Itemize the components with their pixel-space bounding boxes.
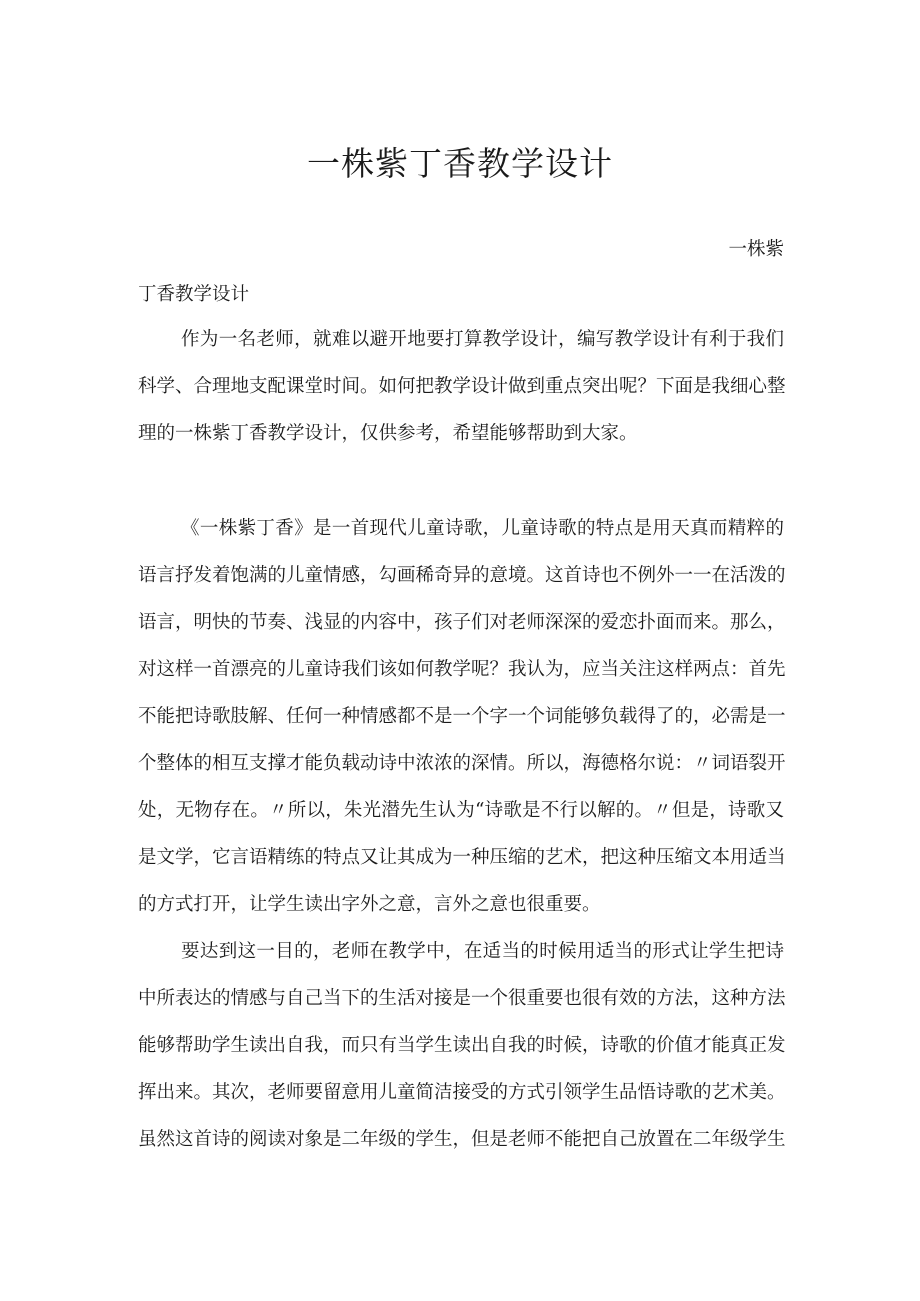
text-line: 是文学，它言语精练的特点又让其成为一种压缩的艺术，把这种压缩文本用适当 <box>138 847 786 868</box>
text-line: 丁香教学设计 <box>138 284 250 305</box>
text-line: 虽然这首诗的阅读对象是二年级的学生，但是老师不能把自己放置在二年级学生 <box>138 1129 786 1150</box>
text-line: 处，无物存在。〃所以，朱光潜先生认为“诗歌是不行以解的。〃但是，诗歌又 <box>138 800 784 821</box>
text-line: 个整体的相互支撑才能负载动诗中浓浓的深情。所以，海德格尔说：〃词语裂开 <box>138 753 786 774</box>
text-line: 语言，明快的节奏、浅显的内容中，孩子们对老师深深的爱恋扑面而来。那么， <box>138 612 786 633</box>
page-title: 一株紫丁香教学设计 <box>307 144 613 183</box>
text-line: 能够帮助学生读出自我，而只有当学生读出自我的时候，诗歌的价值才能真正发 <box>138 1035 786 1056</box>
text-line: 《一株紫丁香》是一首现代儿童诗歌，儿童诗歌的特点是用天真而精粹的 <box>181 518 784 539</box>
text-line: 科学、合理地支配课堂时间。如何把教学设计做到重点突出呢？下面是我细心整 <box>138 376 786 397</box>
text-line: 理的一株紫丁香教学设计，仅供参考，希望能够帮助到大家。 <box>138 423 638 444</box>
text-line: 挥出来。其次，老师要留意用儿童简洁接受的方式引领学生品悟诗歌的艺术美。 <box>138 1082 786 1103</box>
text-line: 语言抒发着饱满的儿童情感，勾画稀奇异的意境。这首诗也不例外一一在活泼的 <box>138 565 786 586</box>
text-line: 对这样一首漂亮的儿童诗我们该如何教学呢？我认为，应当关注这样两点：首先 <box>138 659 786 680</box>
text-line: 的方式打开，让学生读出字外之意，言外之意也很重要。 <box>138 894 601 915</box>
text-line: 作为一名老师，就难以避开地要打算教学设计，编写教学设计有利于我们 <box>181 329 784 350</box>
text-line: 不能把诗歌肢解、任何一种情感都不是一个字一个词能够负载得了的，必需是一 <box>138 706 786 727</box>
text-line: 要达到这一目的，老师在教学中，在适当的时候用适当的形式让学生把诗 <box>181 941 784 962</box>
text-line: 中所表达的情感与自己当下的生活对接是一个很重要也很有效的方法，这种方法 <box>138 988 786 1009</box>
text-line: 一株紫 <box>728 239 784 260</box>
